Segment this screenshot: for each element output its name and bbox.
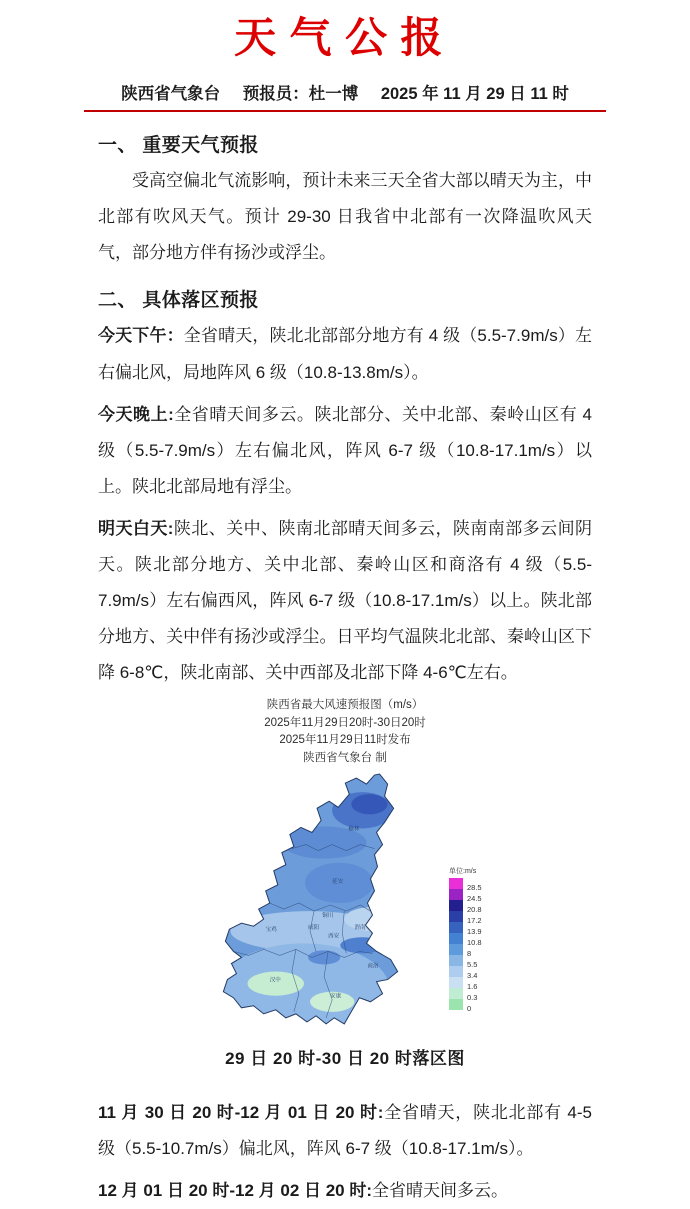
forecast-text: 全省晴天间多云。 [372, 1181, 509, 1201]
legend-swatch [449, 944, 463, 955]
city-label: 汉中 [269, 977, 281, 984]
map-caption: 29 日 20 时-30 日 20 时落区图 [225, 1049, 465, 1069]
map-title-line4: 陕西省气象台 制 [303, 752, 387, 765]
legend-swatch [449, 911, 463, 922]
map-title-line2: 2025年11月29日20时-30日20时 [264, 716, 426, 729]
forecast-tomorrow-day [98, 511, 592, 691]
forecast-lead: 12 月 01 日 20 时-12 月 02 日 20 时: [98, 1181, 373, 1201]
forecast-lead: 今天晚上: [98, 404, 174, 424]
legend-label: 1.6 [467, 982, 478, 992]
legend-label: 5.5 [467, 960, 478, 970]
city-label: 西安 [328, 933, 340, 940]
map-title-line3: 2025年11月29日11时发布 [279, 734, 411, 747]
important-forecast-paragraph: 受高空偏北气流影响，预计未来三天全省大部以晴天为主，中北部有吹风天气。预计 29-30 日我省中北部有一次降温吹风天气，部分地方伴有扬沙或浮尘。 [98, 171, 592, 263]
forecast-lead: 11 月 30 日 20 时-12 月 01 日 20 时: [98, 1103, 384, 1123]
legend-swatch [449, 966, 463, 977]
legend-swatch [449, 977, 463, 988]
section-heading-important-forecast: 一、 重要天气预报 [98, 135, 259, 157]
document-title: 天气公报 [234, 16, 456, 62]
wind-forecast-map-figure [98, 697, 592, 1069]
legend-entry [449, 955, 501, 970]
section-heading-area-forecast: 二、 具体落区预报 [98, 290, 259, 312]
forecast-text: 全省晴天间多云。陕北部分、关中北部、秦岭山区有 4 级（5.5-7.9m/s）左右偏北风，阵风 6-7 级（10.8-17.1m/s）以上。陕北北部局地有浮尘。 [98, 404, 592, 496]
byline-agency: 陕西省气象台 [121, 85, 221, 104]
city-label: 咸阳 [307, 925, 320, 932]
legend-swatch [449, 900, 463, 911]
forecast-dec01-dec02 [98, 1173, 592, 1209]
legend-swatch [449, 889, 463, 900]
byline [84, 80, 606, 112]
legend-label: 0 [467, 1004, 472, 1014]
city-label: 渭南 [354, 925, 366, 932]
shaanxi-province-map [189, 770, 429, 1034]
legend-swatch [449, 922, 463, 933]
byline-forecaster: 预报员：杜一博 [242, 85, 359, 104]
legend-entry [449, 878, 501, 893]
legend-swatch [449, 878, 463, 889]
city-label: 延安 [332, 878, 344, 885]
forecast-lead: 今天下午： [98, 326, 184, 346]
extended-forecast-block [98, 1095, 592, 1209]
map-title-line1: 陕西省最大风速预报图（m/s） [266, 698, 424, 711]
city-label: 商洛 [367, 963, 379, 970]
legend-label: 8 [467, 949, 472, 959]
legend-swatch [449, 999, 463, 1010]
city-label: 宝鸡 [265, 927, 277, 934]
map-titles [98, 697, 592, 768]
legend-label: 0.3 [467, 993, 478, 1003]
map-fill-regions [203, 770, 415, 1034]
legend-colorbar [449, 878, 501, 1014]
legend-label: 20.8 [467, 905, 482, 915]
legend-swatch [449, 955, 463, 966]
city-label: 安康 [330, 993, 342, 1000]
legend-label: 24.5 [467, 894, 482, 904]
legend-label: 28.5 [467, 883, 482, 893]
legend-swatch [449, 933, 463, 944]
forecast-text: 全省晴天，陕北北部有 4-5 级（5.5-10.7m/s）偏北风，阵风 6-7 级（10.8-17.1m/s）。 [98, 1103, 592, 1159]
forecast-text: 陕北、关中、陕南北部晴天间多云，陕南南部多云间阴天。陕北部分地方、关中北部、秦岭山区和商洛有 4 级（5.5-7.9m/s）左右偏西风，阵风 6-7 级（10.8-17.1m/s）以上。陕北部分地方、关中伴有扬沙或浮尘。日平均气温陕北北部、秦岭山区下降 6-8℃，陕北南部、关中西部及北部下降 4-6℃左右。 [98, 518, 593, 682]
legend-title: 单位:m/s [449, 868, 477, 876]
city-label: 铜川 [322, 913, 334, 920]
forecast-lead: 明天白天: [98, 518, 174, 538]
city-label: 榆林 [348, 826, 360, 833]
forecast-nov30-dec01 [98, 1095, 592, 1167]
legend-label: 13.9 [467, 927, 482, 937]
forecast-tonight [98, 397, 592, 505]
byline-datetime: 2025 年 11 月 29 日 11 时 [380, 85, 569, 104]
legend-swatch [449, 988, 463, 999]
legend-label: 3.4 [467, 971, 478, 981]
forecast-this-afternoon [98, 318, 592, 390]
map-legend [449, 866, 501, 1014]
legend-label: 17.2 [467, 916, 482, 926]
forecast-text: 全省晴天，陕北北部部分地方有 4 级（5.5-7.9m/s）左右偏北风，局地阵风 6 级（10.8-13.8m/s）。 [98, 326, 593, 382]
legend-label: 10.8 [467, 938, 482, 948]
map-canvas [189, 770, 501, 1034]
